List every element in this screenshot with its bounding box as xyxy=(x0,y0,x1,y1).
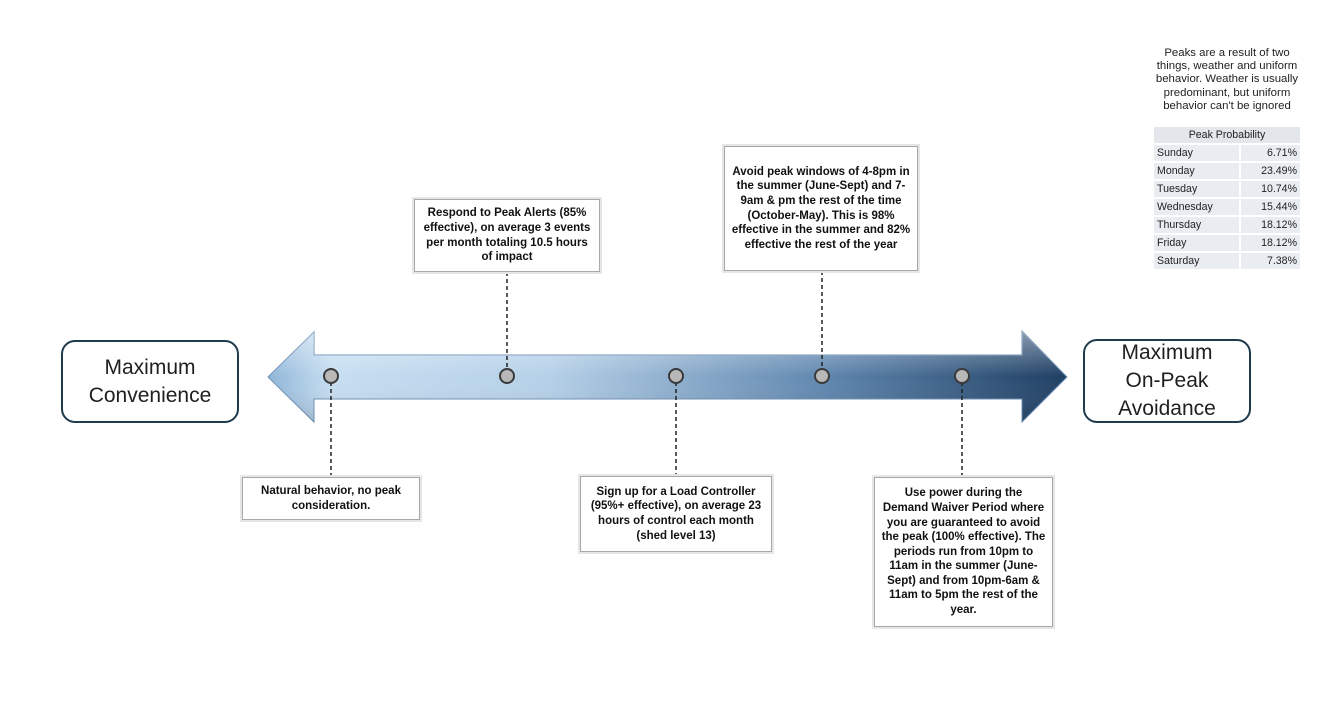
peak-note: Peaks are a result of two things, weather and uniform behavior. Weather is usually predominant, but uniform behavior can't be ignored xyxy=(1155,47,1299,112)
probability-cell: 15.44% xyxy=(1239,199,1300,215)
probability-cell: 18.12% xyxy=(1239,217,1300,233)
peak-probability-table xyxy=(1154,125,1300,271)
probability-cell: 7.38% xyxy=(1239,253,1300,269)
table-row xyxy=(1154,145,1300,161)
table-row xyxy=(1154,217,1300,233)
table-row xyxy=(1154,181,1300,197)
table-row xyxy=(1154,235,1300,251)
callout-avoid-peak-windows: Avoid peak windows of 4-8pm in the summer (June-Sept) and 7-9am & pm the rest of the time (October-May). This is 98% effective in the summer and 82% effective the rest of the year xyxy=(724,146,918,271)
marker-load-controller xyxy=(669,369,683,383)
label-maximum-on-peak-avoidance: Maximum On-Peak Avoidance xyxy=(1083,339,1251,423)
table-row xyxy=(1154,163,1300,179)
table-header: Peak Probability xyxy=(1154,127,1300,143)
marker-natural xyxy=(324,369,338,383)
day-cell: Thursday xyxy=(1154,217,1239,233)
label-maximum-convenience: Maximum Convenience xyxy=(61,340,239,423)
marker-peak-alerts xyxy=(500,369,514,383)
double-arrow-shine xyxy=(268,331,1067,422)
day-cell: Saturday xyxy=(1154,253,1239,269)
probability-cell: 23.49% xyxy=(1239,163,1300,179)
day-cell: Friday xyxy=(1154,235,1239,251)
callout-load-controller: Sign up for a Load Controller (95%+ effective), on average 23 hours of control each month (shed level 13) xyxy=(580,476,772,552)
table-row xyxy=(1154,253,1300,269)
callout-natural-behavior: Natural behavior, no peak consideration. xyxy=(242,477,420,520)
callout-peak-alerts: Respond to Peak Alerts (85% effective), on average 3 events per month totaling 10.5 hours of impact xyxy=(414,199,600,272)
marker-demand-waiver xyxy=(955,369,969,383)
table-header-row xyxy=(1154,127,1300,143)
table-row xyxy=(1154,199,1300,215)
marker-avoid-windows xyxy=(815,369,829,383)
callout-demand-waiver: Use power during the Demand Waiver Period where you are guaranteed to avoid the peak (100% effective). The periods run from 10pm to 11am in the summer (June-Sept) and from 10pm-6am & 11am to 5pm the rest of the year. xyxy=(874,477,1053,627)
day-cell: Tuesday xyxy=(1154,181,1239,197)
probability-cell: 10.74% xyxy=(1239,181,1300,197)
probability-cell: 6.71% xyxy=(1239,145,1300,161)
day-cell: Wednesday xyxy=(1154,199,1239,215)
day-cell: Sunday xyxy=(1154,145,1239,161)
probability-cell: 18.12% xyxy=(1239,235,1300,251)
day-cell: Monday xyxy=(1154,163,1239,179)
